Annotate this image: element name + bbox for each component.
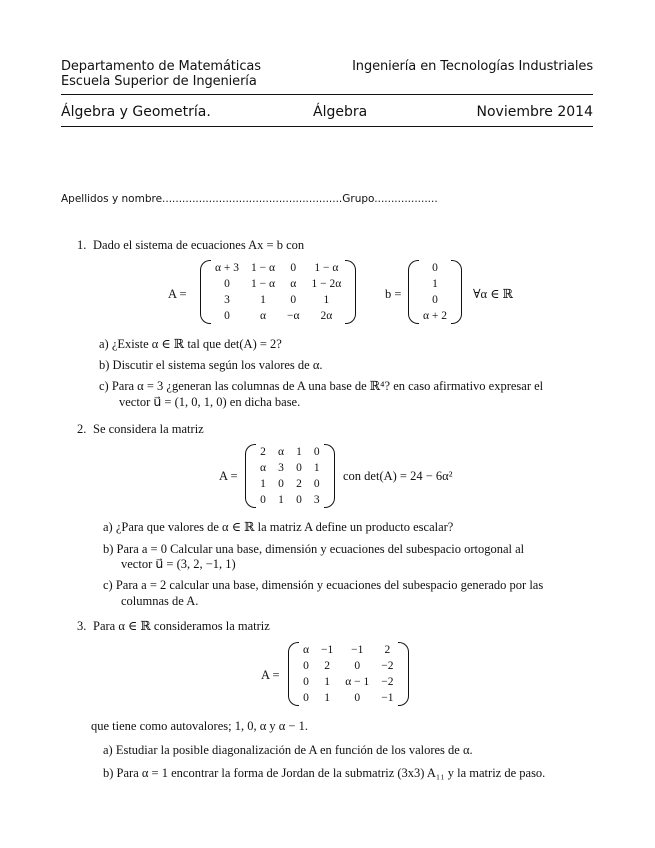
p2-matrix-A — [248, 444, 332, 512]
name-group-line — [61, 193, 438, 205]
p1-A-label: A = — [168, 287, 187, 301]
matrix-cell: 1 − α — [314, 262, 339, 274]
vector-cell: α + 2 — [423, 310, 448, 322]
group-label: Grupo — [342, 193, 375, 205]
p2-A-label: A = — [219, 469, 238, 483]
matrix-cell: 0 — [224, 278, 230, 290]
matrix-cell: 1 — [296, 446, 302, 458]
p2-item-b-line1: b) Para a = 0 Calcular una base, dimensión y ecuaciones del subespacio ortogonal al — [103, 542, 525, 556]
matrix-row — [254, 460, 326, 476]
matrix-cell: 1 − 2α — [311, 278, 342, 290]
matrix-cell: 1 — [278, 494, 284, 506]
matrix-row — [254, 476, 326, 492]
matrix-cell: 2α — [320, 310, 333, 322]
degree-name: Ingeniería en Tecnologías Industriales — [352, 59, 593, 74]
matrix-cell: 0 — [260, 494, 266, 506]
p1-matrix-A — [203, 260, 353, 328]
matrix-cell: −2 — [381, 660, 394, 672]
vector-row — [417, 260, 453, 276]
matrix-cell: 2 — [296, 478, 302, 490]
p1-vector-b — [411, 260, 459, 328]
matrix-cell: 0 — [313, 478, 320, 490]
matrix-cell: −α — [287, 310, 300, 322]
matrix-cell: 3 — [278, 462, 284, 474]
matrix-cell: 1 — [323, 294, 330, 306]
matrix-cell: 0 — [303, 660, 309, 672]
matrix-cell: 0 — [290, 262, 297, 274]
p3-item-b: b) Para α = 1 encontrar la forma de Jordan de la submatriz (3x3) A₁₁ y la matriz de paso. — [103, 766, 546, 780]
matrix-row — [297, 642, 400, 658]
matrix-row — [254, 492, 326, 508]
p3-matrix-A-table — [297, 642, 400, 706]
matrix-row — [297, 658, 400, 674]
matrix-row — [209, 292, 347, 308]
p2-item-a: a) ¿Para que valores de α ∈ ℝ la matriz A define un producto escalar? — [103, 520, 454, 534]
p1-item-c-line2: vector u⃗ = (1, 0, 1, 0) en dicha base. — [119, 395, 301, 409]
name-field[interactable]: ...................................................... — [162, 193, 343, 205]
problem-3-intro: Para α ∈ ℝ consideramos la matriz — [93, 619, 270, 633]
school-name: Escuela Superior de Ingeniería — [61, 74, 257, 89]
matrix-cell: 1 — [324, 692, 331, 704]
problem-1-number: 1. — [77, 238, 87, 252]
course-name: Álgebra y Geometría. — [61, 104, 211, 120]
matrix-cell: 2 — [384, 644, 391, 656]
matrix-cell: 1 — [260, 478, 266, 490]
group-field[interactable]: ................... — [374, 193, 438, 205]
p2-item-c-line2: columnas de A. — [121, 594, 199, 608]
matrix-cell: 1 — [324, 676, 331, 688]
matrix-cell: 1 — [260, 294, 266, 306]
matrix-cell: 0 — [354, 692, 361, 704]
matrix-cell: 0 — [278, 478, 284, 490]
matrix-cell: 0 — [303, 692, 309, 704]
matrix-cell: α — [290, 278, 297, 290]
p2-item-c-line1: c) Para a = 2 calcular una base, dimensión y ecuaciones del subespacio generado por las — [103, 578, 544, 592]
vector-cell: 0 — [432, 262, 438, 274]
name-label: Apellidos y nombre — [61, 193, 163, 205]
vector-row — [417, 292, 453, 308]
matrix-cell: −1 — [321, 644, 334, 656]
matrix-row — [297, 690, 400, 706]
matrix-cell: −1 — [351, 644, 364, 656]
department-name: Departamento de Matemáticas — [61, 59, 261, 74]
matrix-cell: α — [303, 644, 310, 656]
matrix-cell: 1 − α — [251, 262, 276, 274]
matrix-cell: α + 3 — [215, 262, 240, 274]
p1-item-b: b) Discutir el sistema según los valores de α. — [99, 358, 323, 372]
matrix-row — [209, 276, 347, 292]
p2-determinant: con det(A) = 24 − 6α² — [343, 469, 453, 483]
header-rule-top — [61, 94, 593, 95]
matrix-cell: 0 — [224, 310, 230, 322]
matrix-cell: −2 — [381, 676, 394, 688]
p3-item-a: a) Estudiar la posible diagonalización de A en función de los valores de α. — [103, 743, 473, 757]
matrix-cell: 2 — [260, 446, 266, 458]
matrix-cell: 0 — [296, 494, 302, 506]
matrix-cell: 0 — [296, 462, 302, 474]
p1-vector-b-table — [417, 260, 453, 324]
vector-cell: 0 — [432, 294, 438, 306]
matrix-cell: 1 − α — [251, 278, 276, 290]
matrix-cell: −1 — [381, 692, 394, 704]
p3-A-label: A = — [261, 668, 280, 682]
p3-eigenvalues: que tiene como autovalores; 1, 0, α y α − 1. — [91, 719, 308, 733]
p1-b-label: b = — [385, 287, 402, 301]
matrix-cell: α — [260, 462, 267, 474]
p1-item-a: a) ¿Existe α ∈ ℝ tal que det(A) = 2? — [99, 337, 282, 351]
exam-date: Noviembre 2014 — [476, 104, 593, 120]
subject-name: Álgebra — [313, 104, 368, 120]
p1-matrix-A-table — [209, 260, 347, 324]
p1-forall: ∀α ∈ ℝ — [473, 287, 513, 301]
header-rule-bottom — [61, 126, 593, 127]
matrix-cell: 2 — [324, 660, 331, 672]
matrix-row — [254, 444, 326, 460]
matrix-cell: 3 — [313, 494, 320, 506]
matrix-row — [209, 308, 347, 324]
matrix-cell: 3 — [224, 294, 230, 306]
matrix-cell: α — [260, 310, 267, 322]
matrix-cell: 0 — [290, 294, 297, 306]
p2-matrix-A-table — [254, 444, 326, 508]
matrix-cell: 0 — [303, 676, 309, 688]
matrix-row — [209, 260, 347, 276]
p3-matrix-A — [291, 642, 406, 710]
problem-3-number: 3. — [77, 619, 87, 633]
matrix-cell: 0 — [354, 660, 361, 672]
vector-cell: 1 — [432, 278, 438, 290]
vector-row — [417, 276, 453, 292]
matrix-cell: α − 1 — [345, 676, 370, 688]
p1-item-c-line1: c) Para α = 3 ¿generan las columnas de A una base de ℝ⁴? en caso afirmativo expresar el — [99, 379, 544, 393]
matrix-cell: 1 — [313, 462, 320, 474]
p2-item-b-line2: vector u⃗ = (3, 2, −1, 1) — [121, 557, 236, 571]
vector-row — [417, 308, 453, 324]
problem-1-intro: Dado el sistema de ecuaciones Ax = b con — [93, 238, 305, 252]
matrix-cell: 0 — [313, 446, 320, 458]
matrix-cell: α — [278, 446, 285, 458]
problem-2-number: 2. — [77, 422, 87, 436]
problem-2-intro: Se considera la matriz — [93, 422, 204, 436]
matrix-row — [297, 674, 400, 690]
